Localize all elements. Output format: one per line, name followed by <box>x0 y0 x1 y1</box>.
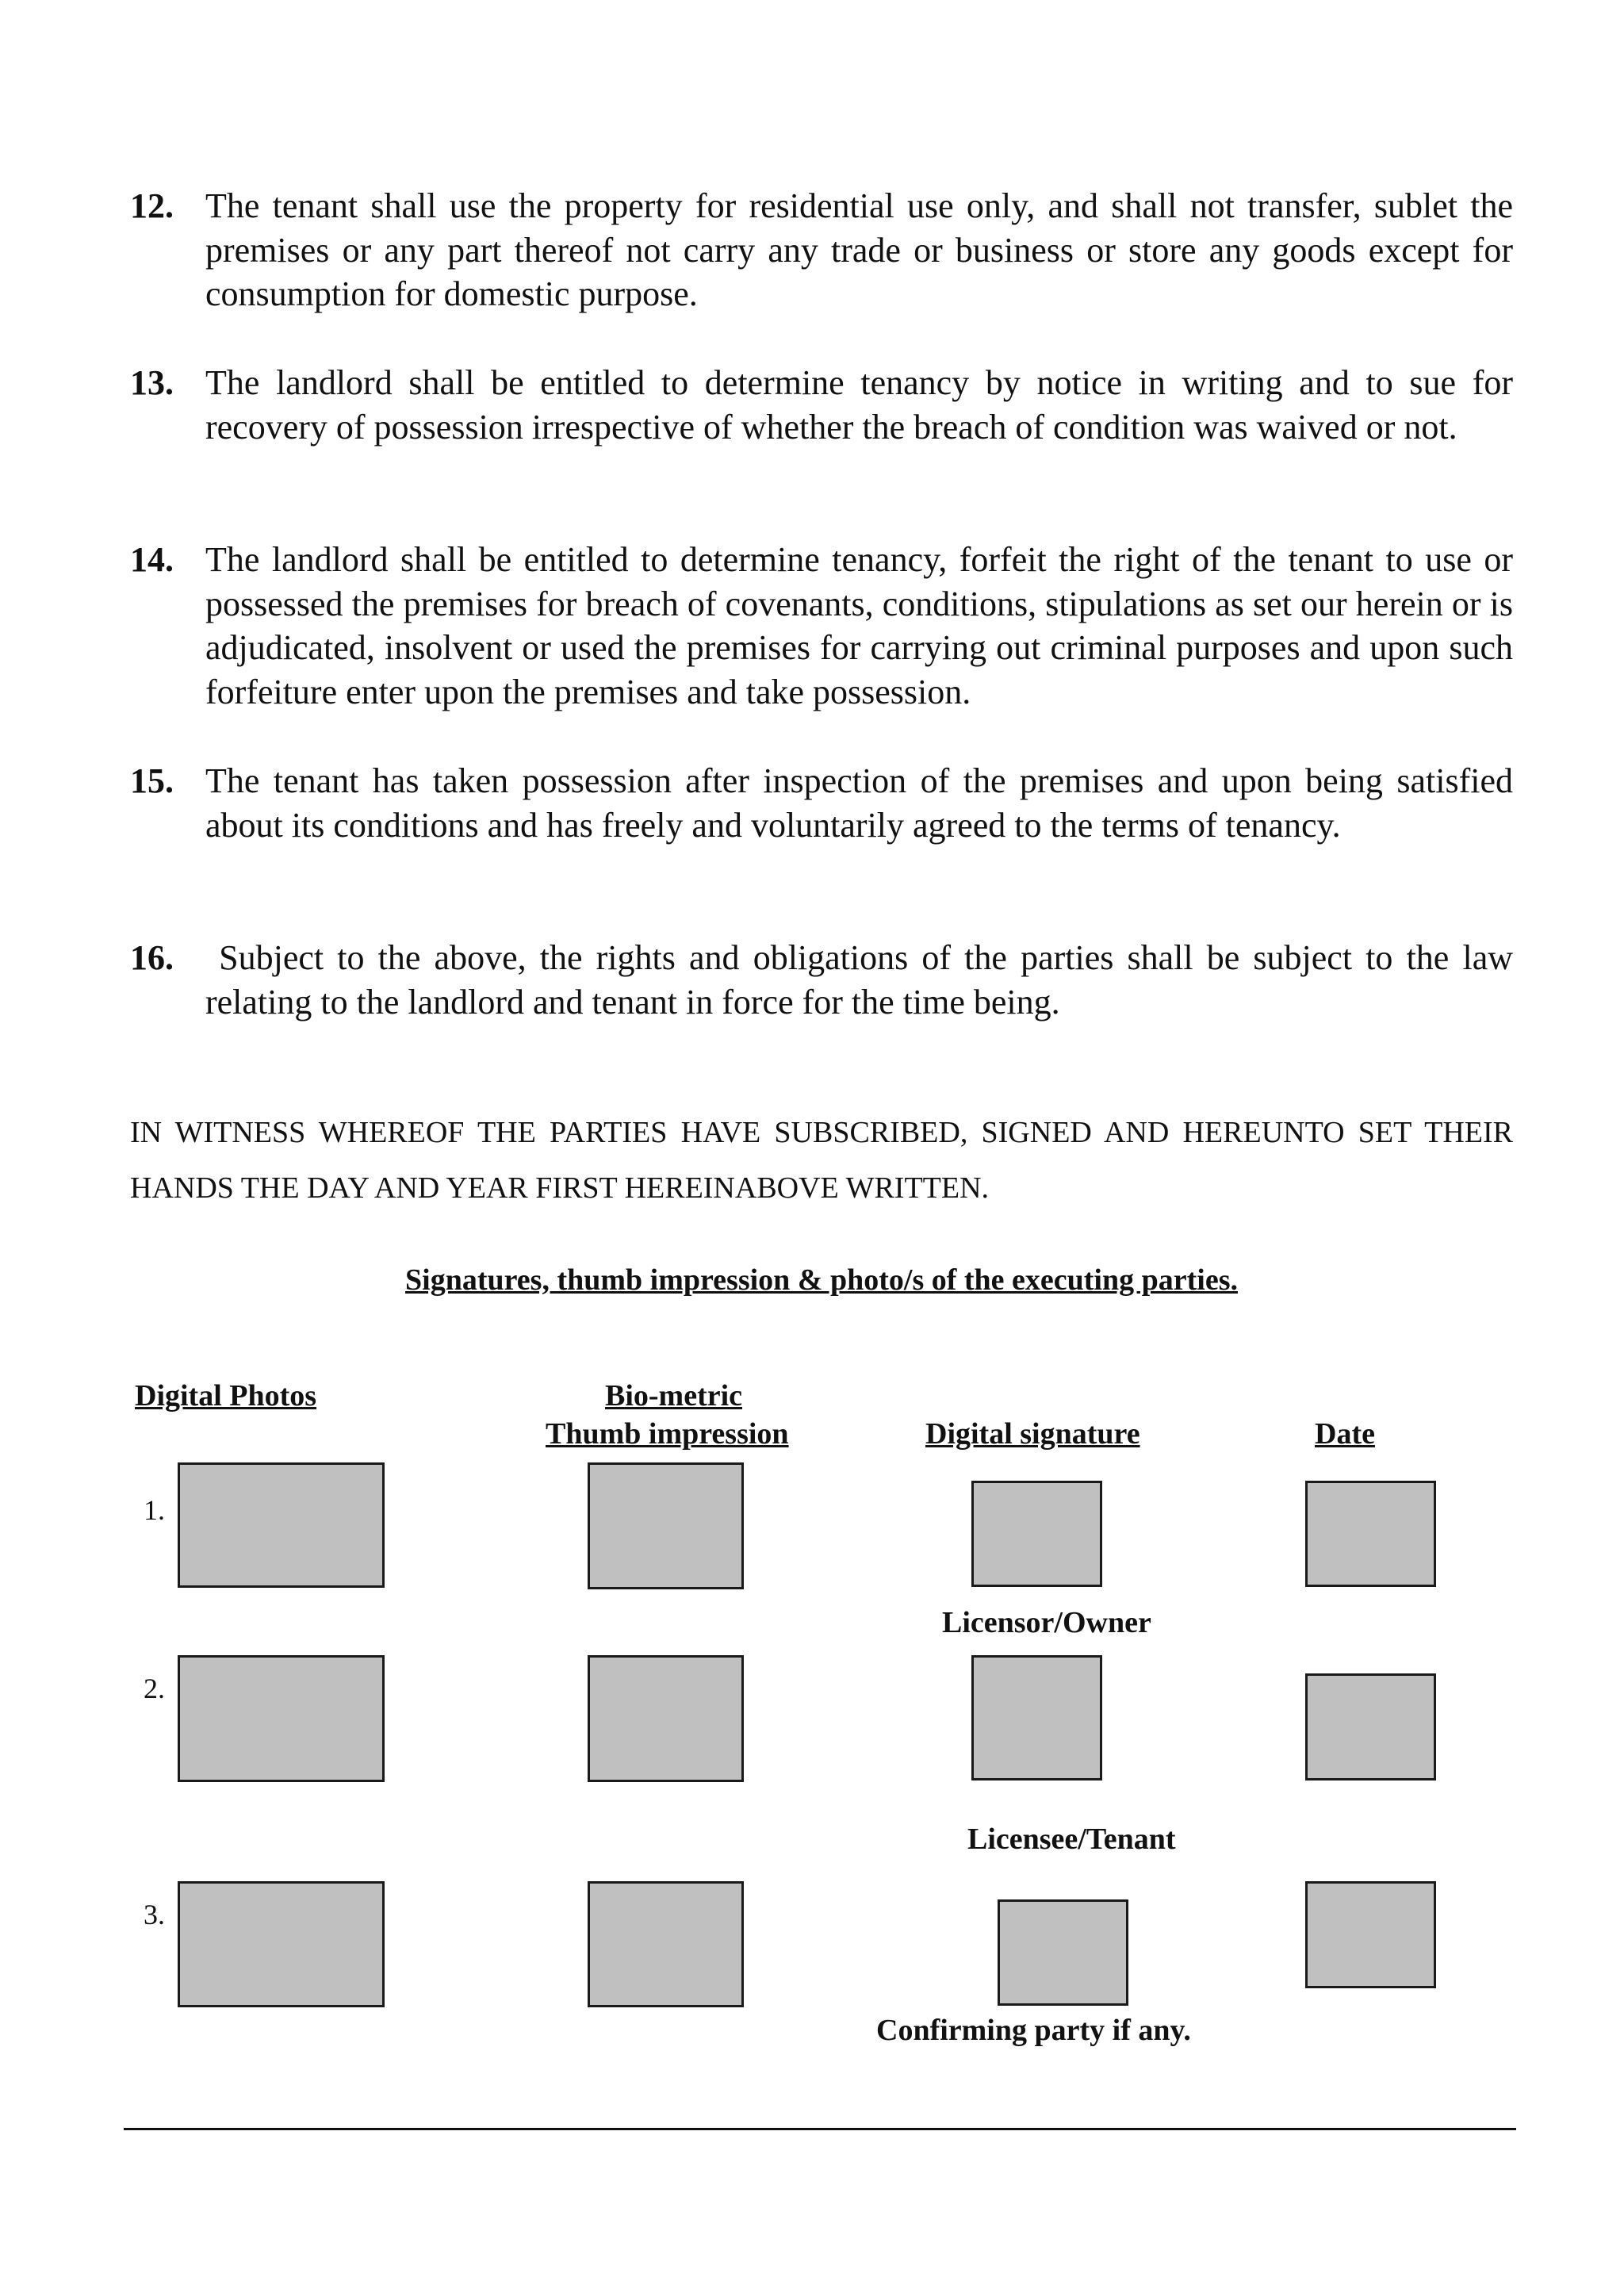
clause-text: The landlord shall be entitled to determine tenancy, forfeit the right of the tenant to use or possessed the premises for breach of covenants, conditions, stipulations as set our herein or is adjudicated, insolvent or used the premises for carrying out criminal purposes and upon such forfeiture enter upon the premises and take possession. <box>205 540 1513 711</box>
clause-12 <box>130 184 1513 316</box>
row-number: 3. <box>144 1899 165 1930</box>
clause-number: 16. <box>130 938 174 977</box>
clause-15 <box>130 759 1513 847</box>
header-thumb-impression: Thumb impression <box>546 1417 789 1451</box>
clause-text: The tenant has taken possession after inspection of the premises and upon being satisfied about its conditions and has freely and voluntarily agreed to the terms of tenancy. <box>205 761 1513 845</box>
footer-divider <box>124 2128 1516 2130</box>
signature-box[interactable] <box>998 1899 1128 2006</box>
thumb-impression-box[interactable] <box>588 1462 744 1589</box>
signature-box[interactable] <box>971 1655 1102 1780</box>
clause-number: 12. <box>130 186 174 225</box>
role-label: Licensee/Tenant <box>967 1823 1176 1856</box>
signature-box[interactable] <box>971 1481 1102 1587</box>
clause-16 <box>130 936 1522 1024</box>
date-box[interactable] <box>1305 1673 1436 1780</box>
row-number: 2. <box>144 1673 165 1704</box>
clause-number: 15. <box>130 761 174 800</box>
clause-number: 13. <box>130 363 174 402</box>
role-label: Confirming party if any. <box>876 2014 1191 2047</box>
photo-box[interactable] <box>178 1462 385 1588</box>
signatures-title: Signatures, thumb impression & photo/s of the executing parties. <box>405 1263 1238 1297</box>
date-box[interactable] <box>1305 1481 1436 1587</box>
date-box[interactable] <box>1305 1881 1436 1988</box>
thumb-impression-box[interactable] <box>588 1881 744 2007</box>
header-digital-signature: Digital signature <box>925 1417 1140 1451</box>
clause-14 <box>130 538 1513 714</box>
row-number: 1. <box>144 1494 165 1526</box>
thumb-impression-box[interactable] <box>588 1655 744 1782</box>
photo-box[interactable] <box>178 1881 385 2007</box>
clause-number: 14. <box>130 540 174 579</box>
clause-text: Subject to the above, the rights and obligations of the parties shall be subject to the law relating to the landlord and tenant in force for the time being. <box>205 938 1522 1022</box>
clause-text: The landlord shall be entitled to determine tenancy by notice in writing and to sue for recovery of possession irrespective of whether the breach of condition was waived or not. <box>205 363 1513 447</box>
header-date: Date <box>1315 1417 1375 1451</box>
clause-13 <box>130 361 1513 449</box>
photo-box[interactable] <box>178 1655 385 1782</box>
header-biometric: Bio-metric <box>605 1379 743 1412</box>
witness-statement: IN WITNESS WHEREOF THE PARTIES HAVE SUBSCRIBED, SIGNED AND HEREUNTO SET THEIR HANDS THE DAY AND YEAR FIRST HEREINABOVE WRITTEN. <box>130 1116 1513 1205</box>
role-label: Licensor/Owner <box>942 1606 1151 1639</box>
header-digital-photos: Digital Photos <box>135 1379 317 1412</box>
clause-text: The tenant shall use the property for residential use only, and shall not transfer, sublet the premises or any part thereof not carry any trade or business or store any goods except for consumption for domestic purpose. <box>205 186 1513 313</box>
